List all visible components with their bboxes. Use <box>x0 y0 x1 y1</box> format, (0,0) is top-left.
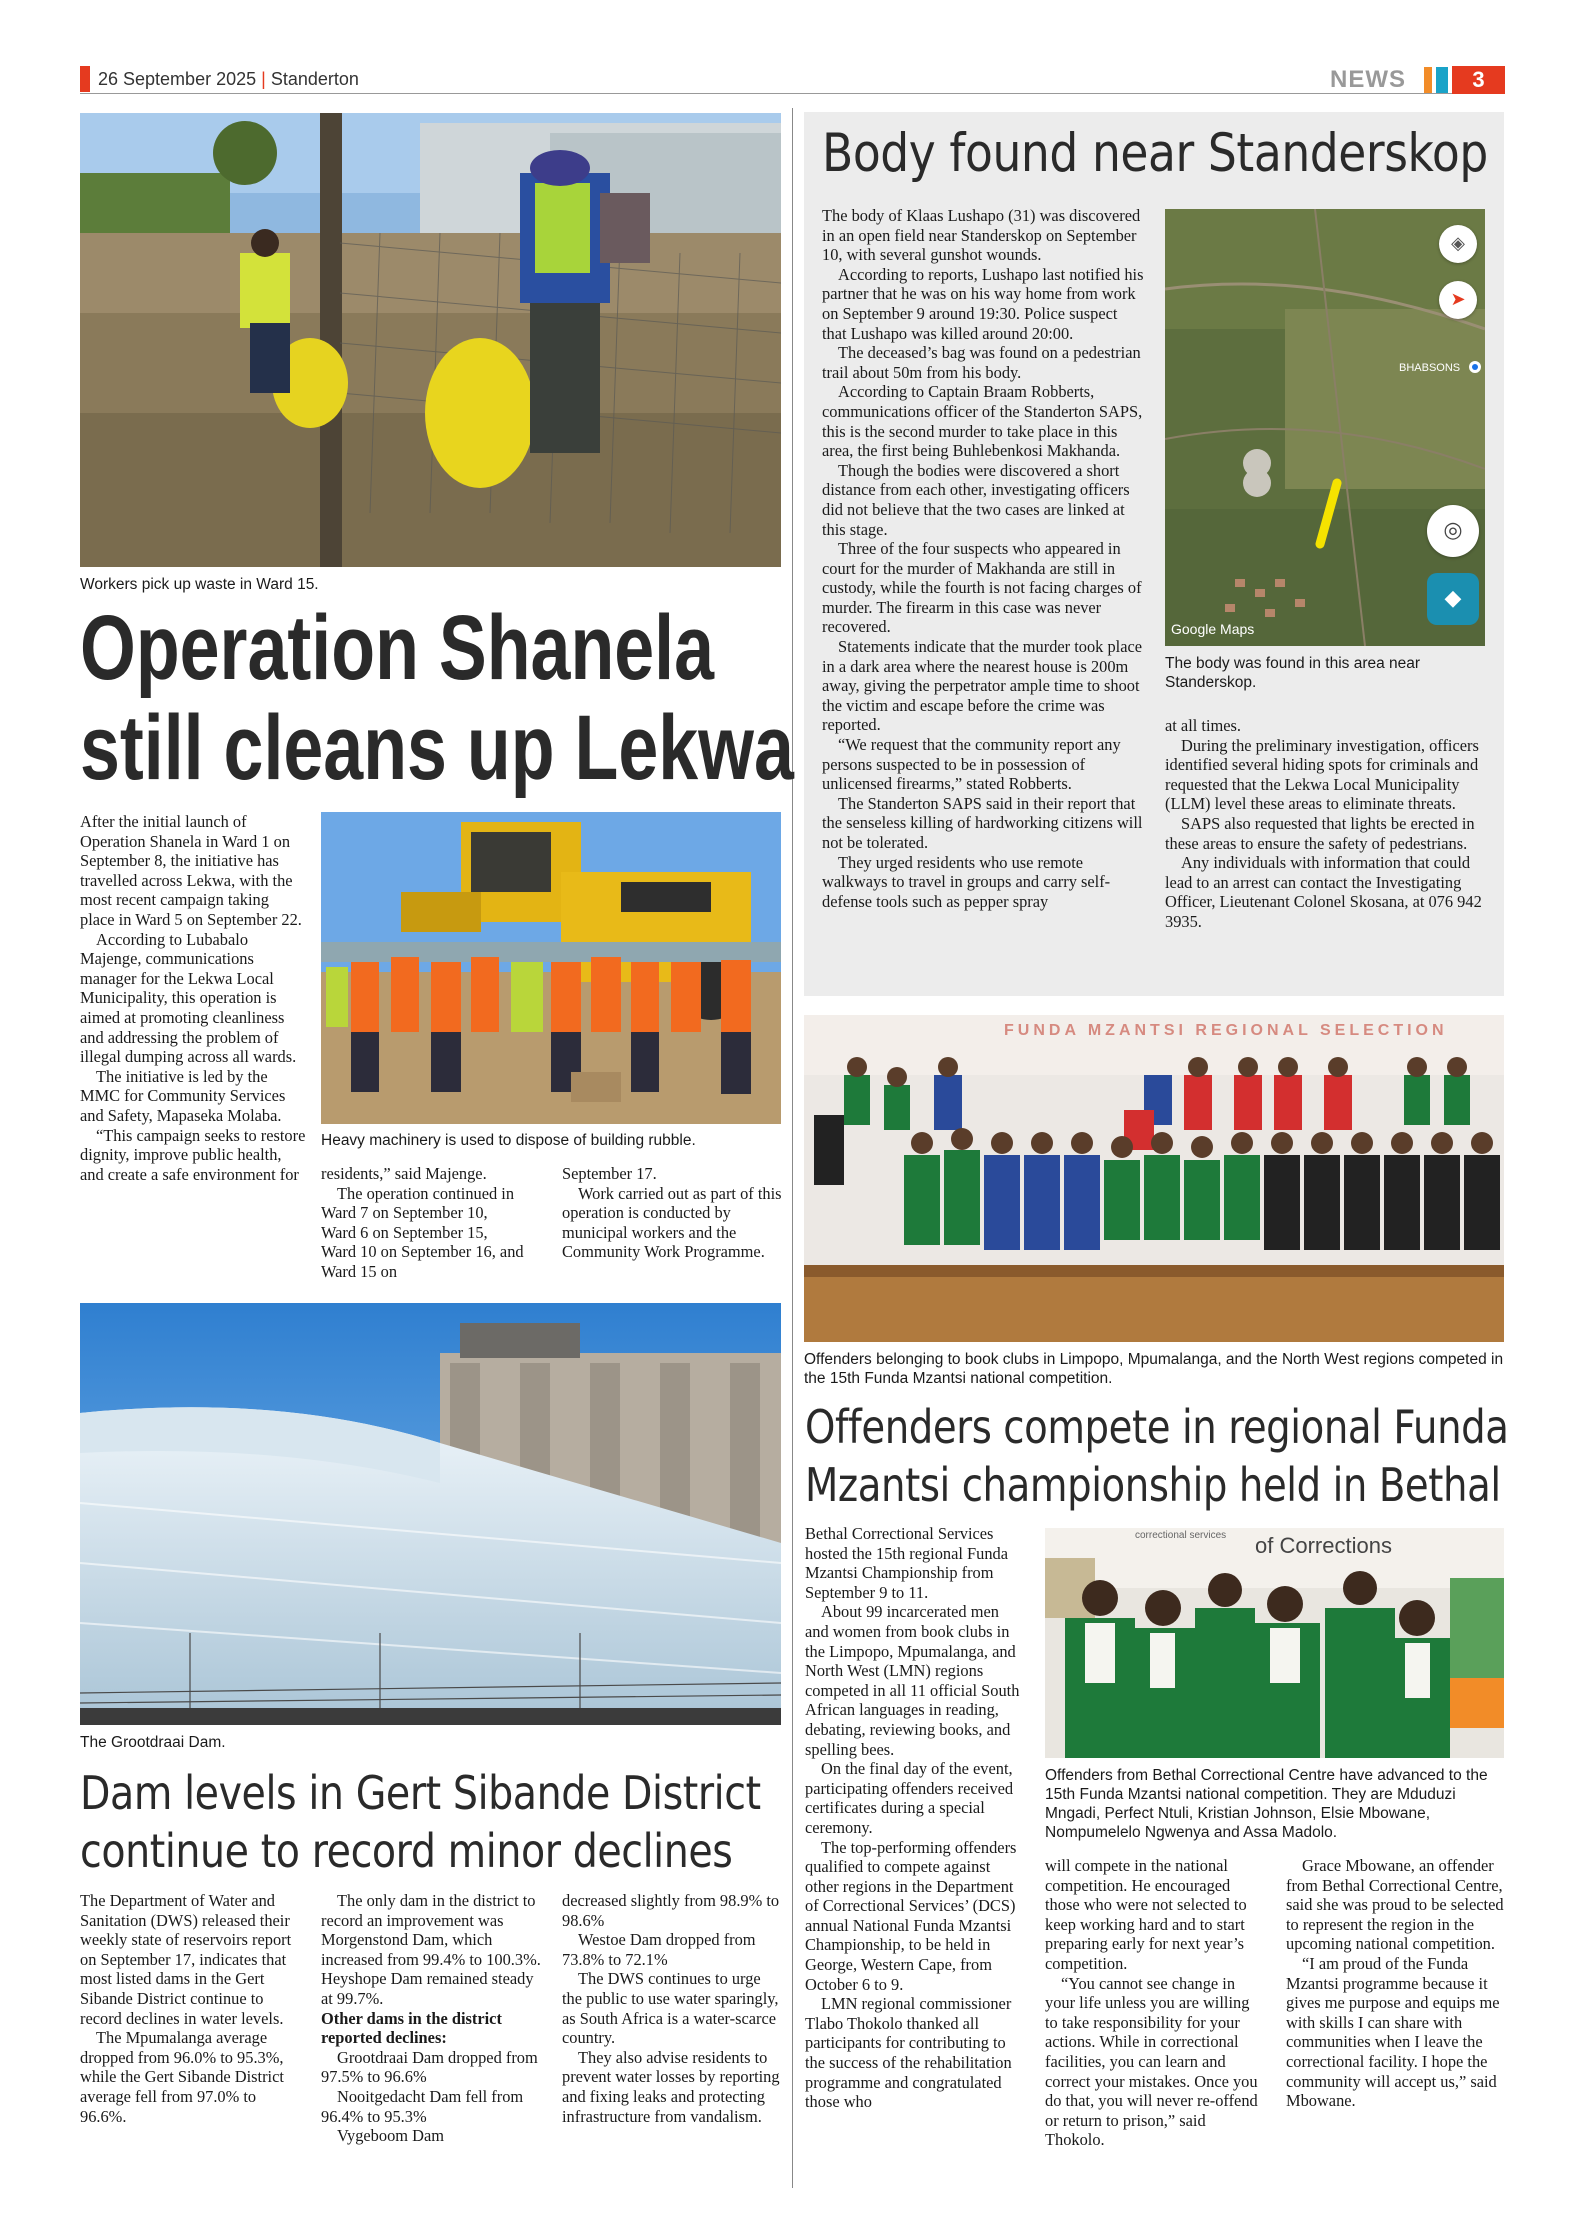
shanela-c2-p2: The operation continued in Ward 7 on September 10, Ward 6 on September 15, Ward 10 on September 16, and Ward 15 on <box>321 1183 524 1281</box>
dam-c2-p3: Nooitgedacht Dam fell from 96.4% to 95.3% <box>321 2086 524 2126</box>
header-dateline <box>98 66 359 92</box>
bf-c1-p6: Three of the four suspects who appeared in court for the murder of Makhanda are still in custody, while the fourth is not facing charges of murder. The firearm in this case was never recovered. <box>822 539 1142 637</box>
funda-c1-p3: On the final day of the event, participating offenders received certificates during a special ceremony. <box>805 1759 1014 1837</box>
dam-c3-p3: The DWS continues to urge the public to use water sparingly, as South Africa is a water-scarce country. <box>562 1969 779 2048</box>
funda-c1-p5: LMN regional commissioner Tlabo Thokolo thanked all participants for contributing to the success of the rehabilitation programme and congratulated those who <box>805 1994 1012 2112</box>
dam-photo-caption: The Grootdraai Dam. <box>80 1734 226 1751</box>
dam-c2-p2: Grootdraai Dam dropped from 97.5% to 96.6% <box>321 2047 538 2087</box>
bf-c2-p3: SAPS also requested that lights be erected in these areas to ensure the safety of pedestrians. <box>1165 813 1475 853</box>
bf-c1-p9: The Standerton SAPS said in their report that the senseless killing of hardworking citizens will not be tolerated. <box>822 793 1143 852</box>
funda-c3-p1: Grace Mbowane, an offender from Bethal Correctional Centre, said she was proud to be selected to represent the region in the upcoming national competition. <box>1286 1856 1504 1954</box>
group-photo-banner: FUNDA MZANTSI REGIONAL SELECTION <box>1004 1022 1448 1039</box>
dam-headline-line2: continue to record minor declines <box>80 1824 733 1878</box>
shanela-column-2 <box>321 1164 526 1282</box>
bf-c1-p1: The body of Klaas Lushapo (31) was discovered in an open field near Standerskop on September 10, with several gunshot wounds. <box>822 206 1141 265</box>
layers-icon[interactable]: ◈ <box>1439 225 1477 263</box>
dam-c2-p4: Vygeboom Dam <box>337 2126 444 2146</box>
dam-column-3 <box>562 1891 784 2126</box>
funda-c3-p2: “I am proud of the Funda Mzantsi programme because it gives me purpose and equips me with skills I can share with communities when I leave the correctional facility. I hope the community will accept us,” said Mbowane. <box>1286 1953 1500 2111</box>
bf-c1-p2: According to reports, Lushapo last notified his partner that he was on his way home from work on September 9 around 19:30. Police suspect that Lushapo was killed around 20:00. <box>822 264 1144 343</box>
dam-c1-p2: The Mpumalanga average dropped from 96.0% to 95.3%, while the Gert Sibande District average fell from 97.0% to 96.6%. <box>80 2028 284 2126</box>
bf-c2-p2: During the preliminary investigation, officers identified several hiding spots for criminals and requested that the Lekwa Local Municipality (LLM) level these areas to eliminate threats. <box>1165 735 1479 814</box>
dam-c3-p4: They also advise residents to prevent water losses by reporting and fixing leaks and protecting infrastructure from vandalism. <box>562 2047 780 2126</box>
shanela-c3-p2: Work carried out as part of this operation is conducted by municipal workers and the Community Work Programme. <box>562 1183 782 1262</box>
dam-column-1 <box>80 1891 295 2126</box>
body-found-column-2 <box>1165 716 1490 932</box>
dam-c2-p1: The only dam in the district to record an improvement was Morgenstond Dam, which increased from 99.4% to 100.3%. Heyshope Dam remained steady at 99.7%. <box>321 1891 541 2008</box>
shanela-c1-p1: After the initial launch of Operation Shanela in Ward 1 on September 8, the initiative has travelled across Lekwa, with the most recent campaign taking place in Ward 5 on September 22. <box>80 812 302 929</box>
header-location: Standerton <box>270 69 359 89</box>
bf-c1-p5: Though the bodies were discovered a short distance from each other, investigating officers did not believe that the two cases are linked at this stage. <box>822 460 1130 539</box>
body-found-headline: Body found near Standerskop <box>822 123 1488 184</box>
page-number: 3 <box>1452 66 1505 94</box>
dam-headline-line1: Dam levels in Gert Sibande District <box>80 1766 761 1820</box>
waste-pickup-caption: Workers pick up waste in Ward 15. <box>80 576 319 593</box>
bethal-offenders-photo <box>1045 1528 1504 1758</box>
shanela-c2-p1: residents,” said Majenge. <box>321 1164 487 1183</box>
my-location-icon[interactable]: ◎ <box>1427 505 1479 557</box>
funda-headline-line2: Mzantsi championship held in Bethal <box>805 1458 1501 1512</box>
funda-column-2 <box>1045 1856 1260 2150</box>
column-divider <box>792 108 793 2188</box>
shanela-c1-p4: “This campaign seeks to restore dignity, improve public health, and create a safe environment for <box>80 1125 306 1184</box>
dam-column-2 <box>321 1891 543 2146</box>
funda-c1-p2: About 99 incarcerated men and women from book clubs in the Limpopo, Mpumalanga, and North West (LMN) regions competed in all 11 official South African languages in reading, debating, reviewing books, and spelling bees. <box>805 1602 1020 1759</box>
section-label: NEWS <box>1330 66 1406 93</box>
funda-c2-p2: “You cannot see change in your life unless you are willing to take responsibility for your actions. While in correctional facilities, you can learn and correct your mistakes. Once you do that, you will never re-offend or return to prison,” said Thokolo. <box>1045 1973 1258 2150</box>
dam-c3-p1: decreased slightly from 98.9% to 98.6% <box>562 1891 780 1930</box>
bf-c1-p8: “We request that the community report any persons suspected to be in possession of unlicensed firearms,” stated Robberts. <box>822 735 1121 794</box>
funda-c1-p4: The top-performing offenders qualified to compete against other regions in the Department of Correctional Services’ (DCS) annual National Funda Mzantsi Championship, to be held in George, Western Cape, from October 6 to 9. <box>805 1837 1017 1994</box>
bethal-photo-caption: Offenders from Bethal Correctional Centre have advanced to the 15th Funda Mzantsi national competition. They are Mduduzi Mngadi, Perfect Ntuli, Kristian Johnson, Elsie Mbowane, Nompumelelo Ngwenya and Assa Madolo. <box>1045 1767 1488 1841</box>
shanela-c3-p1: September 17. <box>562 1164 657 1183</box>
map-brand-label: Google Maps <box>1171 621 1255 637</box>
machinery-caption: Heavy machinery is used to dispose of building rubble. <box>321 1132 696 1149</box>
waste-pickup-photo <box>80 113 781 567</box>
dam-c1-p1: The Department of Water and Sanitation (DWS) released their weekly state of reservoirs report on September 17, indicates that most listed dams in the Gert Sibande District continue to record declines in water levels. <box>80 1891 292 2028</box>
shanela-headline-line1: Operation Shanela <box>80 597 715 699</box>
header-blue-block <box>1436 67 1448 93</box>
header-rule <box>80 93 1505 94</box>
funda-column-1 <box>805 1524 1025 2112</box>
book-clubs-group-photo <box>804 1015 1504 1342</box>
shanela-column-1 <box>80 812 306 1184</box>
photo-sign-small: correctional services <box>1135 1530 1227 1541</box>
bf-c1-p4: According to Captain Braam Robberts, communications officer of the Standerton SAPS, this is the second murder to take place in this area, the first being Buhlebenkosi Makhanda. <box>822 382 1143 461</box>
compass-icon[interactable]: ➤ <box>1439 281 1477 319</box>
dam-c3-p2: Westoe Dam dropped from 73.8% to 72.1% <box>562 1930 756 1969</box>
map-place-label: BHABSONS <box>1399 362 1461 374</box>
shanela-column-3 <box>562 1164 782 1262</box>
grootdraai-dam-photo <box>80 1303 781 1725</box>
map-caption: The body was found in this area near Standerskop. <box>1165 655 1421 691</box>
funda-column-3 <box>1286 1856 1506 2111</box>
funda-headline-line1: Offenders compete in regional Funda <box>805 1400 1509 1454</box>
photo-sign: of Corrections <box>1255 1533 1392 1558</box>
satellite-map <box>1165 209 1485 646</box>
bf-c1-p7: Statements indicate that the murder took place in a dark area where the nearest house is 200m away, giving the perpetrator ample time to shoot the victim and escape before the crime was reported. <box>822 637 1143 735</box>
header-separator: | <box>261 69 266 89</box>
bf-c1-p10: They urged residents who use remote walkways to travel in groups and carry self-defense tools such as pepper spray <box>822 852 1111 911</box>
directions-icon[interactable]: ◆ <box>1427 573 1479 625</box>
shanela-headline-line2: still cleans up Lekwa <box>80 697 794 799</box>
header-accent-bar <box>80 66 90 92</box>
shanela-c1-p2: According to Lubabalo Majenge, communications manager for the Lekwa Local Municipality, this operation is aimed at promoting cleanliness and addressing the problem of illegal dumping across all wards. <box>80 929 297 1067</box>
bf-c2-p1: at all times. <box>1165 716 1242 735</box>
shanela-c1-p3: The initiative is led by the MMC for Community Services and Safety, Mapaseka Molaba. <box>80 1066 286 1125</box>
header-orange-block <box>1424 67 1432 93</box>
bf-c1-p3: The deceased’s bag was found on a pedestrian trail about 50m from his body. <box>822 343 1141 382</box>
machinery-photo <box>321 812 781 1124</box>
group-photo-caption: Offenders belonging to book clubs in Limpopo, Mpumalanga, and the North West regions competed in the 15th Funda Mzantsi national competition. <box>804 1351 1504 1387</box>
funda-c1-p1: Bethal Correctional Services hosted the 15th regional Funda Mzantsi Championship from September 9 to 11. <box>805 1524 1009 1602</box>
dam-c2-bold: Other dams in the district reported declines: <box>321 2008 502 2048</box>
header-date: 26 September 2025 <box>98 69 257 89</box>
funda-c2-p1: will compete in the national competition. He encouraged those who were not selected to keep working hard and to start preparing early for next year’s competition. <box>1045 1856 1247 1973</box>
bf-c2-p4: Any individuals with information that could lead to an arrest can contact the Investigating Officer, Lieutenant Colonel Skosana, at 076 942 3935. <box>1165 853 1482 931</box>
body-found-column-1 <box>822 206 1144 911</box>
